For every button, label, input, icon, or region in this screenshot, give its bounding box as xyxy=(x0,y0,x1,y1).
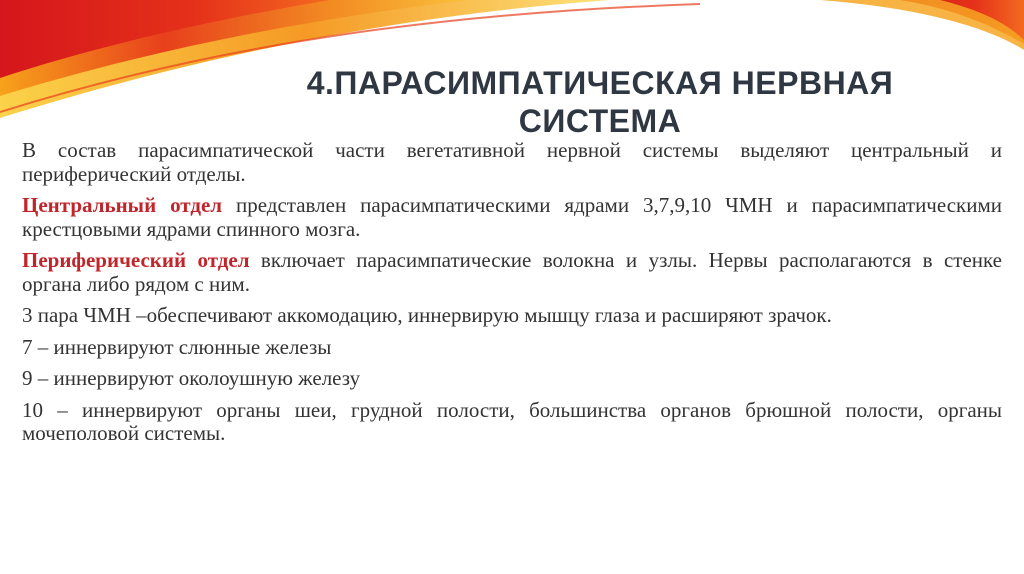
paragraph-text: 10 – иннервируют органы шеи, грудной полости, большинства органов брюшной полости, органы мочеполовой системы. xyxy=(22,397,1002,445)
paragraph-cn7 xyxy=(22,336,1002,360)
slide-body xyxy=(22,139,1002,454)
paragraph-text: включает парасимпатические волокна и узлы. Нервы располагаются в стенке органа либо рядом с ним. xyxy=(22,248,1002,296)
paragraph-text: В состав парасимпатической части вегетативной нервной системы выделяют центральный и периферический отделы. xyxy=(22,138,1002,186)
paragraph-cn10 xyxy=(22,399,1002,446)
paragraph-text: 9 – иннервируют околоушную железу xyxy=(22,366,361,390)
paragraph-intro xyxy=(22,139,1002,186)
paragraph-peripheral-division xyxy=(22,249,1002,296)
slide-title-line-2: СИСТЕМА xyxy=(518,103,682,139)
paragraph-central-division xyxy=(22,194,1002,241)
paragraph-text: 3 пара ЧМН –обеспечивают аккомодацию, иннервирую мышцу глаза и расширяют зрачок. xyxy=(22,303,832,327)
paragraph-text: 7 – иннервируют слюнные железы xyxy=(22,334,332,359)
paragraph-cn9 xyxy=(22,367,1002,391)
slide-title xyxy=(240,64,960,140)
paragraph-cn3 xyxy=(22,304,1002,328)
slide-title-line-1: 4.ПАРАСИМПАТИЧЕСКАЯ НЕРВНАЯ xyxy=(306,65,894,101)
paragraph-text: представлен парасимпатическими ядрами 3,7,9,10 ЧМН и парасимпатическими крестцовыми ядрами спинного мозга. xyxy=(22,193,1003,241)
highlight-term: Периферический отдел xyxy=(22,248,250,272)
highlight-term: Центральный отдел xyxy=(22,193,223,217)
